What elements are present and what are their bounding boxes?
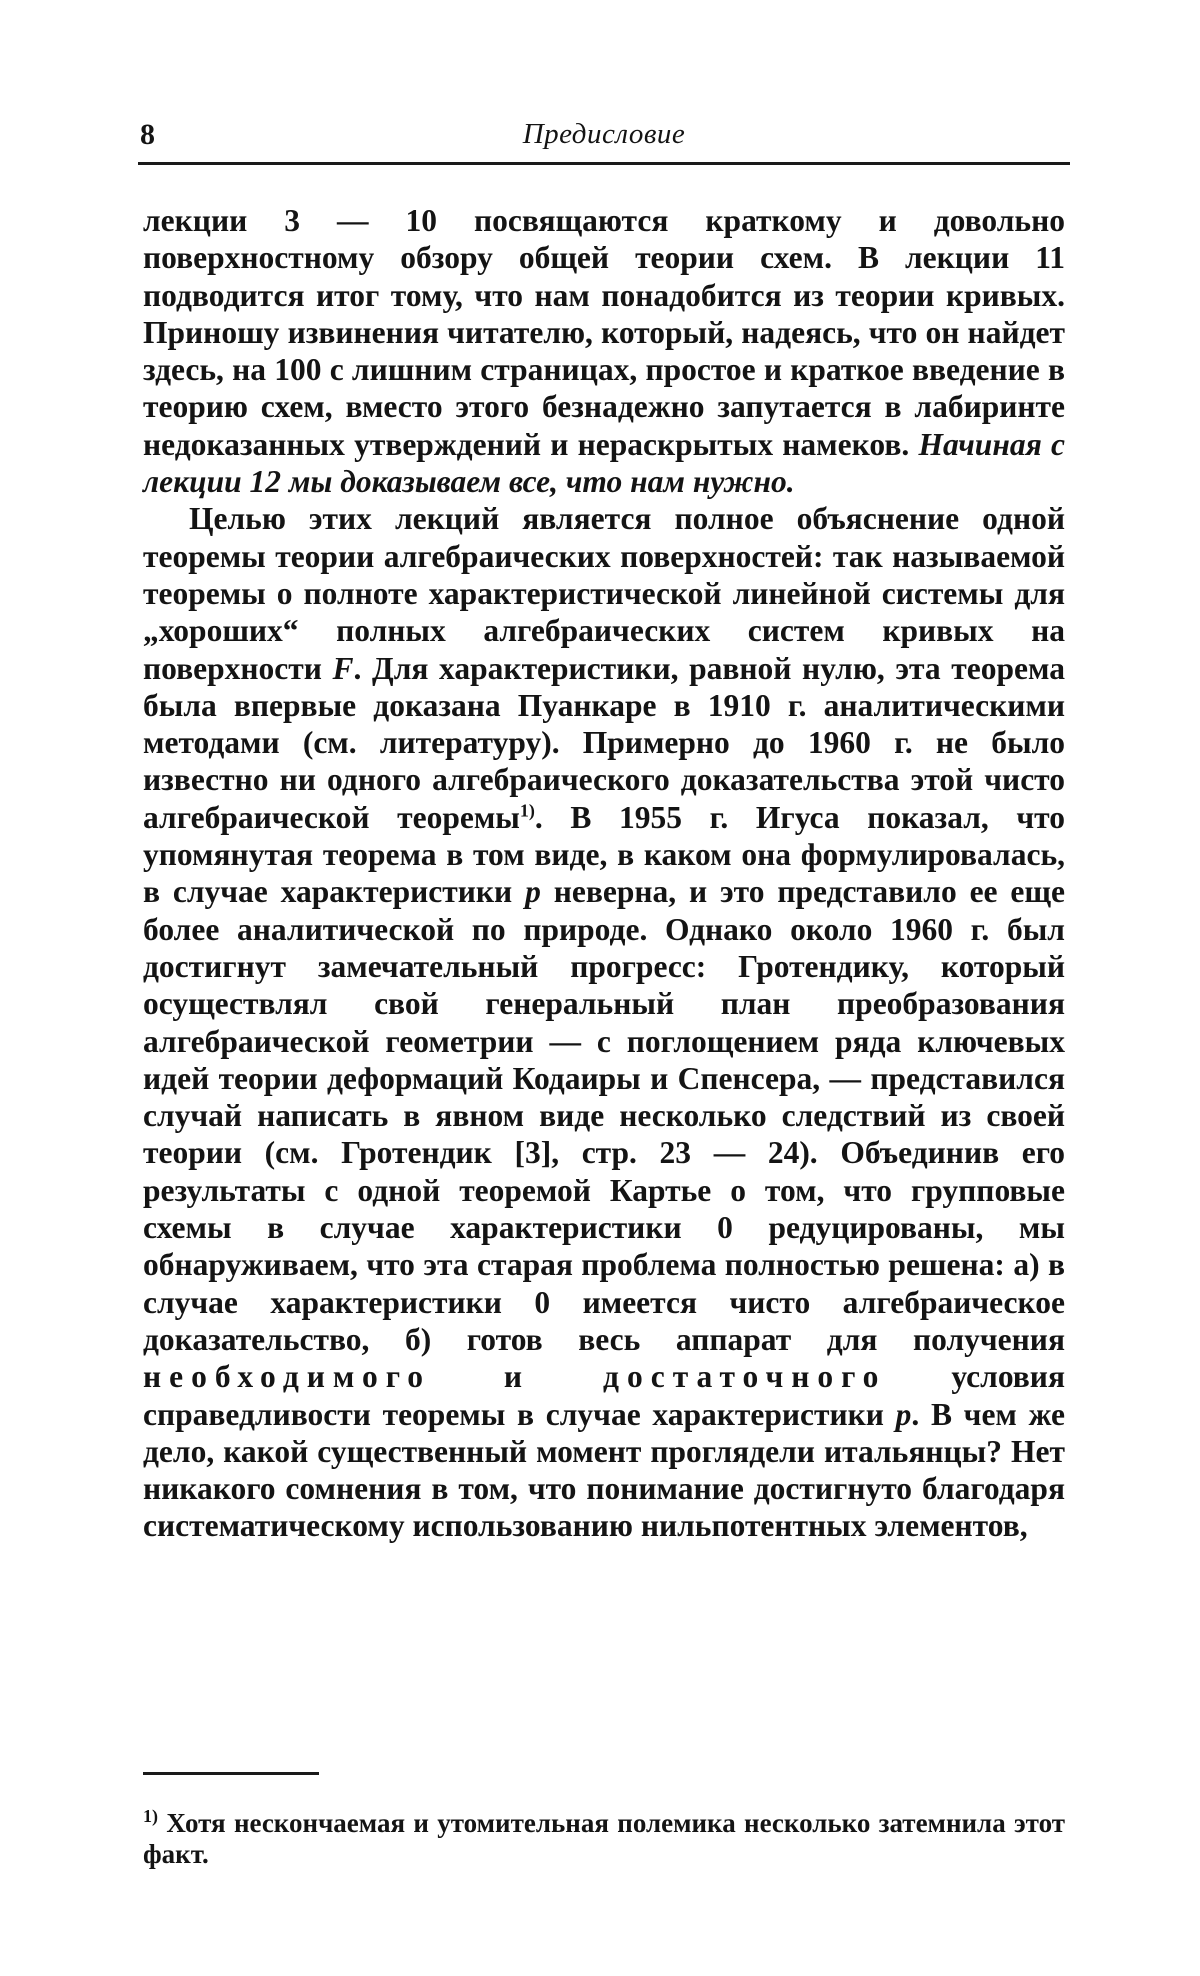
header-rule <box>138 162 1070 165</box>
paragraph <box>143 202 1065 500</box>
footnote <box>143 1808 1065 1870</box>
text-segment: F <box>332 650 354 686</box>
paragraph <box>143 500 1065 1544</box>
text-segment: . В чем же дело, какой существенный момент проглядели итальянцы? Нет никакого сомнения в том, что понимание достигнуто благодаря систематическому использованию нильпотентных элементов, <box>143 1396 1065 1544</box>
text-segment: . Для характеристики, равной нулю, эта теорема была впервые доказана Пуанкаре в 1910 г. аналитическими методами (см. литературу). Примерно до 1960 г. не было известно ни одного алгебраического доказательства этой чисто алгебраической теоремы <box>143 650 1065 835</box>
text-segment: . В 1955 г. Игуса показал, что упомянутая теорема в том виде, в каком она формулировалась, в случае характеристики <box>143 799 1065 910</box>
footnote-ref: 1) <box>519 800 535 821</box>
page-header <box>138 112 1070 160</box>
text-segment: p <box>525 874 541 910</box>
text-segment: условия справедливости теоремы в случае характеристики <box>143 1359 1065 1432</box>
running-title: Предисловие <box>522 118 686 150</box>
text-segment: Целью этих лекций является полное объяснение одной теоремы теории алгебраических поверхностей: так называемой теоремы о полноте характеристической линейной системы для „хороших“ полных алгебраических систем кривых на поверхности <box>143 501 1065 686</box>
footnote-rule <box>143 1772 319 1775</box>
page-number: 8 <box>140 118 155 151</box>
text-segment: необходимого и достаточного <box>143 1359 887 1395</box>
footnote-text: Хотя нескончаемая и утомительная полемика несколько затемнила этот факт. <box>143 1808 1065 1869</box>
body-text <box>143 202 1065 1545</box>
text-segment: лекции 3 — 10 посвящаются краткому и довольно поверхностному обзору общей теории схем. В лекции 11 подводится итог тому, что нам понадобится из теории кривых. Приношу извинения читателю, который, надеясь, что он найдет здесь, на 100 с лишним страницах, простое и краткое введение в теорию схем, вместо этого безнадежно запутается в лабиринте недоказанных утверждений и нераскрытых намеков. <box>143 203 1065 462</box>
text-segment: p <box>895 1396 912 1432</box>
text-segment: неверна, и это представило ее еще более аналитической по природе. Однако около 1960 г. был достигнут замечательный прогресс: Гротендику, который осуществлял свой генеральный план преобразования алгебраической геометрии — с поглощением ряда ключевых идей теории деформаций Кодаиры и Спенсера, — представился случай написать в явном виде несколько следствий из своей теории (см. Гротендик [3], стр. 23 — 24). Объединив его результаты с одной теоремой Картье о том, что групповые схемы в случае характеристики 0 редуцированы, мы обнаруживаем, что эта старая проблема полностью решена: а) в случае характеристики 0 имеется чисто алгебраическое доказательство, б) готов весь аппарат для получения <box>143 874 1065 1357</box>
text-segment: Начиная с лекции 12 мы доказываем все, что нам нужно. <box>143 426 1065 500</box>
footnote-mark: 1) <box>143 1806 158 1826</box>
